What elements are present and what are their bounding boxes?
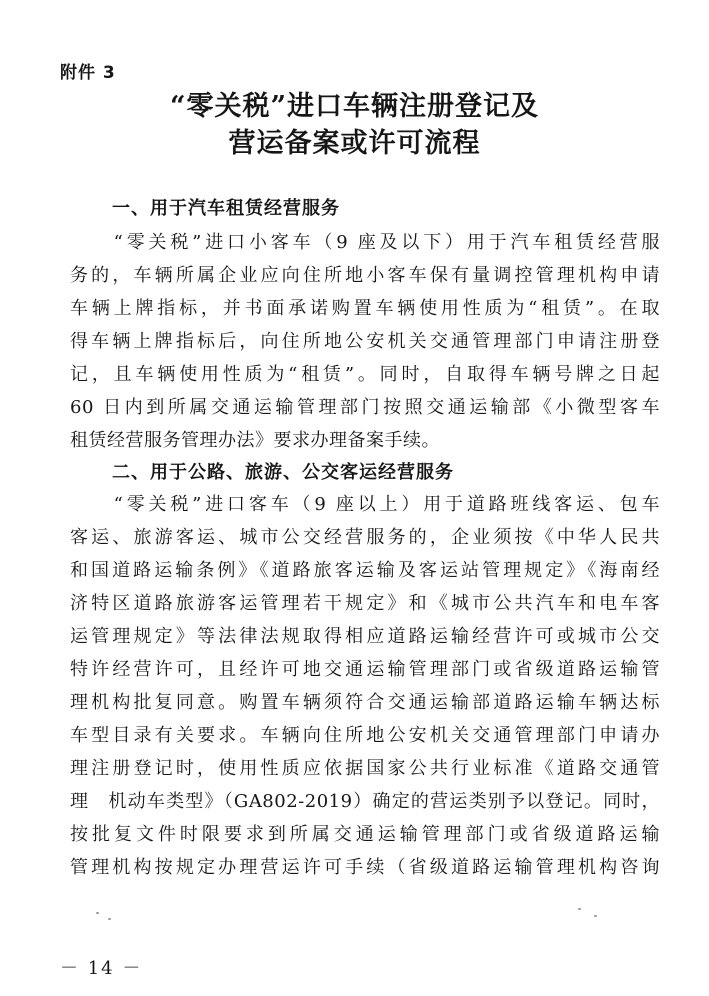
paragraph-line: 按批复文件时限要求到所属交通运输管理部门或省级道路运输 [70,824,660,845]
document-title-line-1: “零关税”进口车辆注册登记及 [169,91,540,122]
paragraph-line: 理机构批复同意。购置车辆须符合交通运输部道路运输车辆达标 [70,692,660,713]
paragraph-line: “零关税”进口客车（9 座以上）用于道路班线客运、包车 [70,494,660,515]
paragraph-line: 理注册登记时，使用性质应依据国家公共行业标准《道路交通管 [70,758,660,779]
scan-speck [96,912,99,914]
paragraph-line: 和国道路运输条例》《道路旅客运输及客运站管理规定》《海南经 [70,560,660,581]
paragraph-line: 租赁经营服务管理办法》要求办理备案手续。 [70,430,440,451]
paragraph-line: 车型目录有关要求。车辆向住所地公安机关交通管理部门申请办 [70,725,660,746]
section-paragraph-2 [70,488,660,884]
paragraph-line: 理 机动车类型》（GA802-2019）确定的营运类别予以登记。同时， [70,791,660,812]
paragraph-line: 记，且车辆使用性质为“租赁”。同时，自取得车辆号牌之日起 [70,364,660,385]
paragraph-line: 运管理规定》等法律法规取得相应道路运输经营许可或城市公交 [70,626,660,647]
attachment-label: 附件 3 [60,63,116,83]
paragraph-line: 车辆上牌指标，并书面承诺购置车辆使用性质为“租赁”。在取 [70,298,660,319]
section-heading-1: 一、用于汽车租赁经营服务 [112,198,340,219]
scan-speck [578,908,581,910]
scan-speck [108,918,111,920]
paragraph-line: 济特区道路旅游客运管理若干规定》和《城市公共汽车和电车客 [70,593,660,614]
page-number: － 14 － [60,958,143,979]
section-heading-2: 二、用于公路、旅游、公交客运经营服务 [112,462,454,483]
paragraph-line: 特许经营许可，且经许可地交通运输管理部门或省级道路运输管 [70,659,660,680]
paragraph-line: “零关税”进口小客车（9 座及以下）用于汽车租赁经营服 [70,232,660,253]
paragraph-line: 得车辆上牌指标后，向住所地公安机关交通管理部门申请注册登 [70,331,660,352]
paragraph-line: 60 日内到所属交通运输管理部门按照交通运输部《小微型客车 [70,397,660,418]
paragraph-line: 客运、旅游客运、城市公交经营服务的，企业须按《中华人民共 [70,527,660,548]
scan-speck [594,915,597,917]
paragraph-line: 务的，车辆所属企业应向住所地小客车保有量调控管理机构申请 [70,265,660,286]
paragraph-line: 管理机构按规定办理营运许可手续（省级道路运输管理机构咨询 [70,857,660,878]
document-title-line-2: 营运备案或许可流程 [228,128,481,159]
section-paragraph-1 [70,226,660,457]
